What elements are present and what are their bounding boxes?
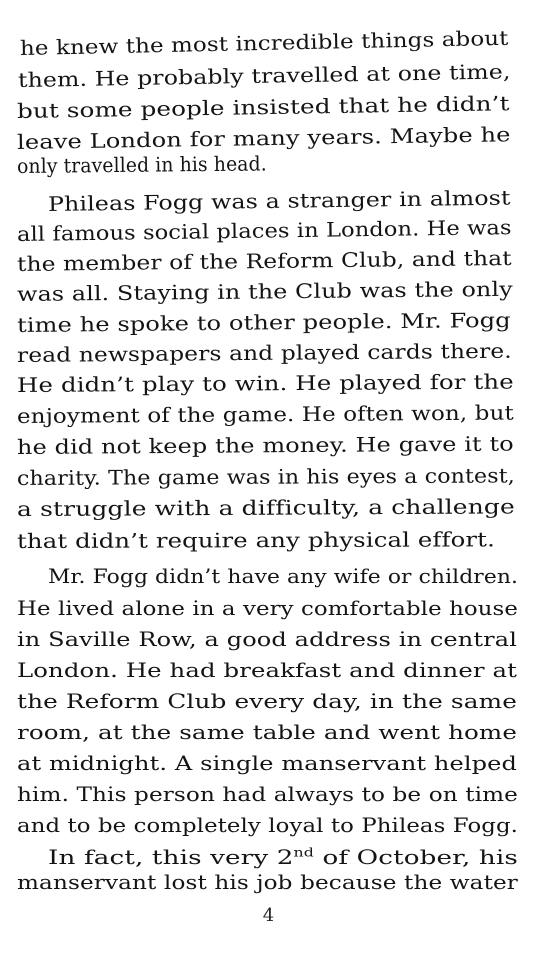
text-line [17,751,537,775]
text-line [17,627,537,651]
line-text: but some people insisted that he didn’t [16,91,510,123]
line-text: the Reform Club every day, in the same [17,689,518,713]
ordinal-superscript: nd [293,845,315,860]
text-line [17,431,537,459]
line-text: in Saville Row, a good address in central [17,627,518,651]
text-line [17,148,537,178]
line-text: leave London for many years. Maybe he [16,122,511,154]
line-text: he knew the most incredible things about [19,25,509,60]
text-line [20,25,537,60]
line-text: manservant lost his job because the water [17,870,518,894]
page-number: 4 [262,905,275,926]
text-line [17,527,537,553]
line-text: only travelled in his head. [16,151,267,178]
line-text: Phileas Fogg was a stranger in almost [47,185,511,216]
text-line [17,720,537,744]
line-text: read newspapers and played cards there. [16,338,512,367]
line-text: that didn’t require any physical effort. [16,527,495,553]
text-line [48,185,537,216]
line-text: at midnight. A single manservant helped [17,751,517,775]
line-text: all famous social places in London. He was [16,215,512,246]
text-line [17,658,537,682]
text-line [17,245,537,276]
line-text: and to be completely loyal to Phileas Fogg. [17,813,519,837]
text-line [17,338,537,367]
line-text: time he spoke to other people. Mr. Fogg [16,307,511,337]
line-text: room, at the same table and went home [17,720,518,744]
line-text: him. This person had always to be on time [17,782,518,806]
line-text: charity. The game was in his eyes a contest, [16,463,515,490]
text-line [17,813,537,837]
line-text: enjoyment of the game. He often won, but [16,400,514,428]
text-line [17,215,537,246]
text-line [48,845,537,869]
text-line [17,494,537,521]
text-line [17,400,537,428]
line-text: them. He probably travelled at one time, [17,59,511,92]
text-line [17,369,537,397]
line-text-part: of October, his [314,845,518,869]
line-text: He didn’t play to win. He played for the [16,369,514,397]
line-text: was all. Staying in the Club was the only [16,276,513,306]
text-line [17,276,537,306]
line-text: the member of the Reform Club, and that [16,245,512,276]
line-text: London. He had breakfast and dinner at [17,658,518,682]
line-text: he did not keep the money. He gave it to [16,431,514,459]
line-text-with-superscript [48,845,518,869]
text-line [17,689,537,713]
text-line [17,463,537,490]
text-line [17,870,537,894]
text-line [17,782,537,806]
line-text: He lived alone in a very comfortable house [17,596,519,620]
text-line [18,59,537,92]
line-text: a struggle with a difficulty, a challenge [16,494,515,521]
text-line [17,91,537,123]
text-line [48,564,537,588]
text-line [17,307,537,337]
text-line [17,596,537,620]
line-text-part: In fact, this very 2 [48,845,294,869]
line-text: Mr. Fogg didn’t have any wife or children. [48,564,519,588]
